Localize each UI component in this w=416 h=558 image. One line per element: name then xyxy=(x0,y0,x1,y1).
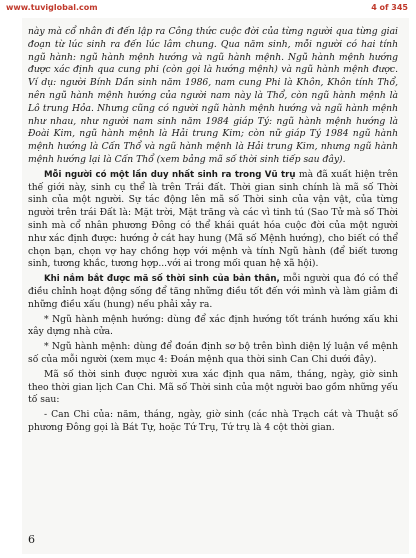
page-counter: 4 of 345 xyxy=(371,3,408,12)
paragraph-intro: này mà cổ nhân đi đến lập ra Công thức cuộc đời của từng người qua từng giai đoạn từ lúc sinh ra đến lúc lâm chung. Qua năm sinh, mỗi người có hai tính ngũ hành: ngũ hành mệnh hướng và ngũ hành mệnh. Ngũ hành mệnh hướng được xác định qua cung phi (còn gọi là hướng mệnh) và ngũ hành mệnh được. Ví dụ: người Bính Dần sinh năm 1986, nam cung Phi là Khôn, Khôn tính Thổ, nên ngũ hành mệnh hướng của người nam này là Thổ, còn ngũ hành mệnh là Lô trung Hỏa. Nhưng cũng có người ngũ hành mệnh hướng và ngũ hành mệnh như nhau, như người nam sinh năm 1984 giáp Tý: ngũ hành mệnh hướng là Đoài Kim, ngũ hành mệnh là Hải trung Kim; còn nữ giáp Tý 1984 ngũ hành mệnh hướng là Cấn Thổ và ngũ hành mệnh là Hải trung Kim, nhưng ngũ hành mệnh hướng lại là Cấn Thổ (xem bảng mã số thời sinh tiếp sau đây). xyxy=(28,26,398,165)
paragraph-knowing-code xyxy=(28,273,398,311)
site-url[interactable]: www.tuviglobal.com xyxy=(6,3,98,12)
paragraph-destiny-element: * Ngũ hành mệnh: dùng để đoán định sơ bộ trên bình diện lý luận về mệnh số của mỗi người (xem mục 4: Đoán mệnh qua thời sinh Can Chi dưới đây). xyxy=(28,341,398,365)
paragraph-text: mà đã xuất hiện trên thế giới này, sinh cụ thể là trên Trái đất. Thời gian sinh chính là mã số Thời sinh của một người. Sự tác động lên mã số Thời sinh của vận vật, của từng người trên trái Đất là: Mặt trời, Mặt trăng và các vì tinh tú (Sao Tử mà số Thời sinh mà cổ nhân phương Đông có thể khái quát hóa cuộc đời của một người như xác định được: hướng ở cát hay hung (Mã số Mệnh hướng), cho biết có thể chọn bạn, chọn vợ hay chồng hợp với mệnh và tính Ngũ hành (để biết tương sinh, tương khắc, tương hợp...với ai trong mối quan hệ xã hội). xyxy=(28,168,398,270)
paragraph-direction-element: * Ngũ hành mệnh hướng: dùng để xác định hướng tốt tránh hướng xấu khi xây dựng nhà cửa. xyxy=(28,313,398,338)
paragraph-birth-code xyxy=(28,169,398,271)
paragraph-text: mỗi người qua đó có thể điều chỉnh hoạt động sống để tăng những điều tốt đến với mình và làm giảm đi những điều xấu (hung) nếu phải xảy ra. xyxy=(28,273,398,310)
paragraph-calendar: Mã số thời sinh được người xưa xác định qua năm, tháng, ngày, giờ sinh theo thời gian lịch Can Chi. Mã số Thời sinh của một người bao gồm những yếu tố sau: xyxy=(28,368,398,406)
page-number: 6 xyxy=(28,533,35,546)
pdf-header xyxy=(0,0,416,16)
book-page xyxy=(22,18,409,554)
paragraph-lead: Khi nắm bắt được mã số thời sinh của bản thân, xyxy=(44,274,280,285)
paragraph-lead: Mỗi người có một lần duy nhất sinh ra trong Vũ trụ xyxy=(44,169,296,180)
paragraph-can-chi: - Can Chi của: năm, tháng, ngày, giờ sinh (các nhà Trạch cát và Thuật số phương Đông gọi là Bát Tự, hoặc Tứ Trụ, Tứ trụ là 4 cột thời gian. xyxy=(28,409,398,433)
page-body xyxy=(28,26,398,437)
